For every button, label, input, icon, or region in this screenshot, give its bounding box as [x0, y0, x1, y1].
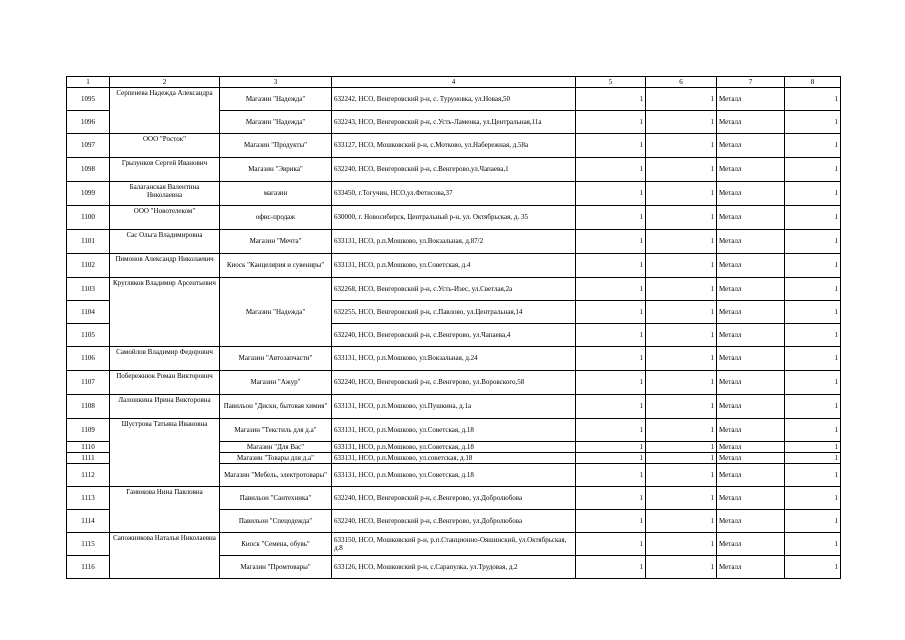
material-cell: Металл — [717, 419, 785, 442]
material-cell: Металл — [717, 453, 785, 464]
col5-cell: 1 — [576, 182, 646, 206]
material-cell: Металл — [717, 556, 785, 579]
col6-cell: 1 — [646, 206, 717, 230]
col6-cell: 1 — [646, 347, 717, 371]
address-cell: 633131, НСО, р.п.Мошково, ул.Советская, д.18 — [332, 442, 576, 453]
col8-cell: 1 — [785, 347, 841, 371]
material-cell: Металл — [717, 158, 785, 182]
material-cell: Металл — [717, 254, 785, 278]
header-cell: 6 — [646, 77, 717, 88]
owner-cell: Кругляков Владимир Арсентьевич — [110, 278, 220, 347]
address-cell: 633131, НСО, р.п.Мошково, ул.Советская, д.4 — [332, 254, 576, 278]
header-cell: 3 — [220, 77, 332, 88]
col5-cell: 1 — [576, 442, 646, 453]
col8-cell: 1 — [785, 556, 841, 579]
address-cell: 633131, НСО, р.п.Мошково, ул.Советская, д.18 — [332, 464, 576, 487]
header-cell: 7 — [717, 77, 785, 88]
table-row — [67, 182, 841, 206]
owner-cell: Лалошкина Ирина Викторовна — [110, 395, 220, 419]
material-cell: Металл — [717, 533, 785, 556]
col6-cell: 1 — [646, 395, 717, 419]
address-cell: 633450, г.Тогучин, НСО,ул.Фетисова,37 — [332, 182, 576, 206]
address-cell: 633126, НСО, Мошковский р-н, с.Сарапулка, ул.Трудовая, д.2 — [332, 556, 576, 579]
material-cell: Металл — [717, 88, 785, 111]
col6-cell: 1 — [646, 453, 717, 464]
address-cell: 633150, НСО, Мошковский р-н, р.п.Станционно-Ояшинский, ул.Октябрьская, д.8 — [332, 533, 576, 556]
col6-cell: 1 — [646, 111, 717, 134]
material-cell: Металл — [717, 324, 785, 347]
row-number-cell: 1107 — [67, 371, 110, 395]
row-number-cell: 1113 — [67, 487, 110, 510]
owner-cell: Серпенева Надежда Александра — [110, 88, 220, 134]
owner-cell: ООО "Новотелеком" — [110, 206, 220, 230]
owner-cell: Сапожникова Наталья Николаевна — [110, 533, 220, 579]
owner-cell: Балаганская Валентина Николаевна — [110, 182, 220, 206]
owner-cell: Самойлов Владимир Федорович — [110, 347, 220, 371]
col5-cell: 1 — [576, 134, 646, 158]
object-name-cell: Магазин "Текстиль для д.а" — [220, 419, 332, 442]
object-name-cell: Магазин "Промтовары" — [220, 556, 332, 579]
table-row — [67, 419, 841, 442]
col6-cell: 1 — [646, 158, 717, 182]
row-number-cell: 1112 — [67, 464, 110, 487]
address-cell: 633131, НСО, р.п.Мошково, ул.советская, д.18 — [332, 453, 576, 464]
col8-cell: 1 — [785, 88, 841, 111]
material-cell: Металл — [717, 395, 785, 419]
row-number-cell: 1114 — [67, 510, 110, 533]
address-cell: 632268, НСО, Венгеровский р-н, с.Усть-Изес, ул.Светлая,2а — [332, 278, 576, 301]
object-name-cell: Магазин "Эврика" — [220, 158, 332, 182]
row-number-cell: 1108 — [67, 395, 110, 419]
material-cell: Металл — [717, 230, 785, 254]
col6-cell: 1 — [646, 442, 717, 453]
address-cell: 632240, НСО, Венгеровский р-н, с.Венгерово, ул.Чапаева,4 — [332, 324, 576, 347]
header-cell: 5 — [576, 77, 646, 88]
col8-cell: 1 — [785, 395, 841, 419]
material-cell: Металл — [717, 301, 785, 324]
owner-cell: Сас Ольга Владимировна — [110, 230, 220, 254]
col5-cell: 1 — [576, 347, 646, 371]
address-cell: 633131, НСО, р.п.Мошково, ул.Советская, д.18 — [332, 419, 576, 442]
col5-cell: 1 — [576, 88, 646, 111]
row-number-cell: 1110 — [67, 442, 110, 453]
col8-cell: 1 — [785, 134, 841, 158]
col6-cell: 1 — [646, 230, 717, 254]
col5-cell: 1 — [576, 556, 646, 579]
material-cell: Металл — [717, 182, 785, 206]
col6-cell: 1 — [646, 556, 717, 579]
col5-cell: 1 — [576, 395, 646, 419]
row-number-cell: 1116 — [67, 556, 110, 579]
col5-cell: 1 — [576, 419, 646, 442]
owner-cell: ООО "Росток" — [110, 134, 220, 158]
col6-cell: 1 — [646, 324, 717, 347]
col5-cell: 1 — [576, 254, 646, 278]
object-name-cell: магазин — [220, 182, 332, 206]
object-name-cell: Магазин "Товары для д.а" — [220, 453, 332, 464]
address-cell: 632240, НСО, Венгеровский р-н, с.Венгерово, ул.Добролюбова — [332, 510, 576, 533]
material-cell: Металл — [717, 111, 785, 134]
row-number-cell: 1096 — [67, 111, 110, 134]
object-name-cell: Магазин "Мебель, электротовары" — [220, 464, 332, 487]
row-number-cell: 1103 — [67, 278, 110, 301]
col8-cell: 1 — [785, 464, 841, 487]
owner-cell: Пимонов Александр Николаевич — [110, 254, 220, 278]
address-cell: 633131, НСО, р.п.Мошково, ул.Пушкина, д.1а — [332, 395, 576, 419]
col5-cell: 1 — [576, 371, 646, 395]
col6-cell: 1 — [646, 301, 717, 324]
address-cell: 632240, НСО, Венгеровский р-н, с.Венгерово, ул.Добролюбова — [332, 487, 576, 510]
row-number-cell: 1102 — [67, 254, 110, 278]
col8-cell: 1 — [785, 324, 841, 347]
col6-cell: 1 — [646, 254, 717, 278]
material-cell: Металл — [717, 134, 785, 158]
col5-cell: 1 — [576, 533, 646, 556]
col5-cell: 1 — [576, 301, 646, 324]
table-row — [67, 347, 841, 371]
object-name-cell: Магазин "Продукты" — [220, 134, 332, 158]
address-cell: 632240, НСО, Венгеровский р-н, с.Венгерово, ул.Воровского,58 — [332, 371, 576, 395]
col6-cell: 1 — [646, 419, 717, 442]
object-name-cell: Магазин "Надежда" — [220, 278, 332, 347]
object-name-cell: Магазин "Мечта" — [220, 230, 332, 254]
material-cell: Металл — [717, 510, 785, 533]
header-cell: 2 — [110, 77, 220, 88]
row-number-cell: 1111 — [67, 453, 110, 464]
col6-cell: 1 — [646, 134, 717, 158]
col6-cell: 1 — [646, 88, 717, 111]
header-cell: 4 — [332, 77, 576, 88]
header-cell: 1 — [67, 77, 110, 88]
col8-cell: 1 — [785, 158, 841, 182]
object-name-cell: Магазин "Для Вас" — [220, 442, 332, 453]
material-cell: Металл — [717, 278, 785, 301]
table-row — [67, 88, 841, 111]
address-cell: 633131, НСО, р.п.Мошково, ул.Вокзальная, д.24 — [332, 347, 576, 371]
col8-cell: 1 — [785, 510, 841, 533]
object-name-cell: Павильон "Диски, бытовая химия" — [220, 395, 332, 419]
col5-cell: 1 — [576, 158, 646, 182]
row-number-cell: 1095 — [67, 88, 110, 111]
table-row — [67, 134, 841, 158]
material-cell: Металл — [717, 442, 785, 453]
col8-cell: 1 — [785, 442, 841, 453]
col6-cell: 1 — [646, 487, 717, 510]
table-row — [67, 278, 841, 301]
col5-cell: 1 — [576, 487, 646, 510]
row-number-cell: 1106 — [67, 347, 110, 371]
col5-cell: 1 — [576, 453, 646, 464]
owner-cell: Грызунков Сергей Иванович — [110, 158, 220, 182]
object-name-cell: Киоск "Семена, обувь" — [220, 533, 332, 556]
object-name-cell: Магазин "Автозапчасти" — [220, 347, 332, 371]
address-cell: 632240, НСО, Венгеровский р-н, с.Венгерово,ул.Чапаева,1 — [332, 158, 576, 182]
col8-cell: 1 — [785, 301, 841, 324]
header-cell: 8 — [785, 77, 841, 88]
material-cell: Металл — [717, 347, 785, 371]
col8-cell: 1 — [785, 371, 841, 395]
object-name-cell: офис-продаж — [220, 206, 332, 230]
object-name-cell: Магазин "Надежда" — [220, 88, 332, 111]
address-cell: 633131, НСО, р.п.Мошково, ул.Вокзальная, д.87/2 — [332, 230, 576, 254]
row-number-cell: 1101 — [67, 230, 110, 254]
col5-cell: 1 — [576, 510, 646, 533]
object-name-cell: Магазин "Ажур" — [220, 371, 332, 395]
col6-cell: 1 — [646, 371, 717, 395]
row-number-cell: 1104 — [67, 301, 110, 324]
col5-cell: 1 — [576, 324, 646, 347]
table-row — [67, 230, 841, 254]
row-number-cell: 1115 — [67, 533, 110, 556]
col5-cell: 1 — [576, 206, 646, 230]
col8-cell: 1 — [785, 111, 841, 134]
owner-cell: Ганюкова Нина Павловна — [110, 487, 220, 533]
material-cell: Металл — [717, 371, 785, 395]
col6-cell: 1 — [646, 533, 717, 556]
col5-cell: 1 — [576, 464, 646, 487]
col5-cell: 1 — [576, 111, 646, 134]
col6-cell: 1 — [646, 510, 717, 533]
col8-cell: 1 — [785, 487, 841, 510]
row-number-cell: 1100 — [67, 206, 110, 230]
material-cell: Металл — [717, 464, 785, 487]
material-cell: Металл — [717, 206, 785, 230]
col6-cell: 1 — [646, 278, 717, 301]
table-row — [67, 254, 841, 278]
col8-cell: 1 — [785, 419, 841, 442]
table-row — [67, 371, 841, 395]
object-name-cell: Павильон "Сантехника" — [220, 487, 332, 510]
col8-cell: 1 — [785, 278, 841, 301]
table-row — [67, 533, 841, 556]
row-number-cell: 1105 — [67, 324, 110, 347]
table-row — [67, 206, 841, 230]
owner-cell: Шустрова Татьяна Ивановна — [110, 419, 220, 487]
registry-table — [66, 76, 841, 579]
object-name-cell: Павильон "Спецодежда" — [220, 510, 332, 533]
object-name-cell: Киоск "Канцелярия и сувениры" — [220, 254, 332, 278]
col6-cell: 1 — [646, 464, 717, 487]
col8-cell: 1 — [785, 230, 841, 254]
col8-cell: 1 — [785, 533, 841, 556]
material-cell: Металл — [717, 487, 785, 510]
row-number-cell: 1109 — [67, 419, 110, 442]
col8-cell: 1 — [785, 254, 841, 278]
table-row — [67, 158, 841, 182]
address-cell: 630000, г. Новосибирск, Центральный р-н, ул. Октябрьская, д. 35 — [332, 206, 576, 230]
row-number-cell: 1099 — [67, 182, 110, 206]
col8-cell: 1 — [785, 206, 841, 230]
row-number-cell: 1097 — [67, 134, 110, 158]
table-row — [67, 395, 841, 419]
table-row — [67, 487, 841, 510]
owner-cell: Побережнюк Роман Викторович — [110, 371, 220, 395]
object-name-cell: Магазин "Надежда" — [220, 111, 332, 134]
address-cell: 632242, НСО, Венгеровский р-н, с. Туруновка, ул.Новая,50 — [332, 88, 576, 111]
address-cell: 632243, НСО, Венгеровский р-н, с.Усть-Ламенка, ул.Центральная,11а — [332, 111, 576, 134]
address-cell: 632255, НСО, Венгеровский р-н, с.Павлово, ул.Центральная,14 — [332, 301, 576, 324]
col8-cell: 1 — [785, 453, 841, 464]
address-cell: 633127, НСО, Мошковский р-н, с.Мотково, ул.Набережная, д.58а — [332, 134, 576, 158]
header-row — [67, 77, 841, 88]
col6-cell: 1 — [646, 182, 717, 206]
col5-cell: 1 — [576, 230, 646, 254]
row-number-cell: 1098 — [67, 158, 110, 182]
col5-cell: 1 — [576, 278, 646, 301]
col8-cell: 1 — [785, 182, 841, 206]
